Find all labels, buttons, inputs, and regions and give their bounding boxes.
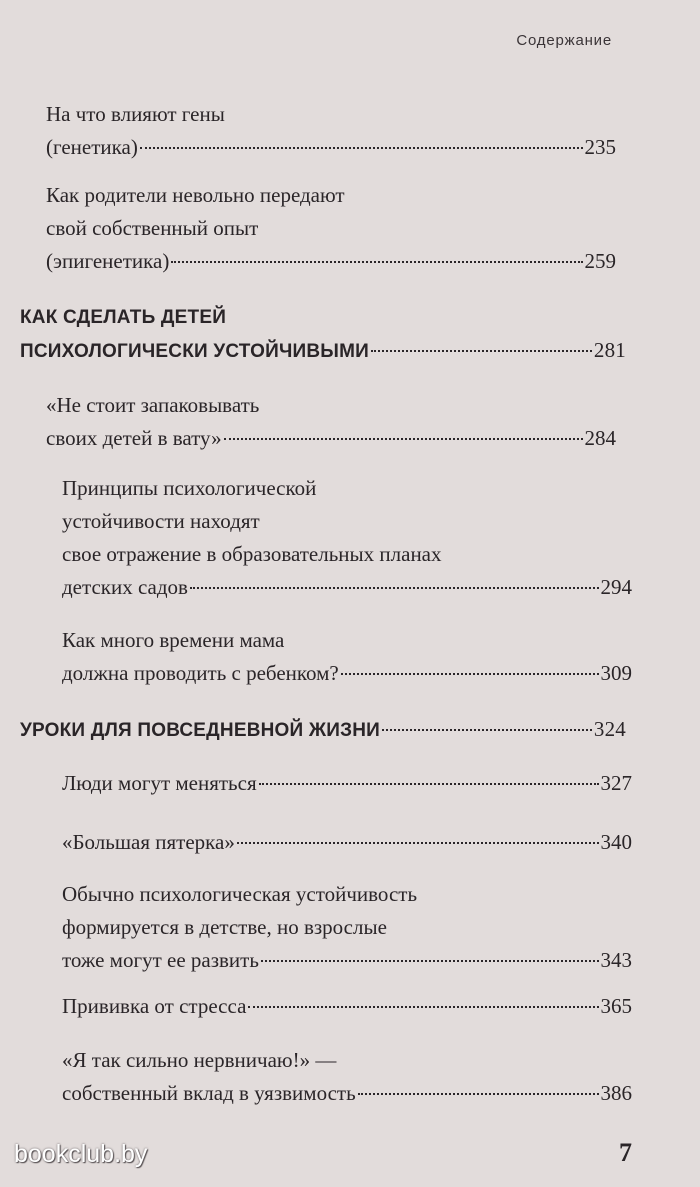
toc-entry-line: устойчивости находят — [62, 509, 260, 533]
toc-entry-title: Прививка от стресса — [62, 994, 247, 1018]
toc-entry-title-end: должна проводить с ребенком? — [62, 661, 339, 685]
toc-entry — [62, 990, 632, 1023]
toc-entry-title-end: собственный вклад в уязвимость — [62, 1081, 356, 1105]
toc-entry — [62, 767, 632, 800]
leader-dots — [190, 586, 599, 589]
toc-page-number: 340 — [600, 830, 632, 854]
toc-page-number: 343 — [600, 948, 632, 972]
toc-chapter-entry — [20, 713, 626, 747]
toc-entry-title: Люди могут меняться — [62, 771, 257, 795]
toc-entry — [46, 179, 616, 278]
leader-dots — [261, 959, 599, 962]
leader-dots — [224, 437, 583, 440]
toc-entry-title: «Большая пятерка» — [62, 830, 235, 854]
toc-entry-title-end: тоже могут ее развить — [62, 948, 259, 972]
toc-page-number: 281 — [593, 338, 626, 362]
toc-entry — [62, 624, 632, 690]
watermark: bookclub.by — [14, 1140, 148, 1168]
leader-dots — [171, 260, 582, 263]
toc-entry-title-end: своих детей в вату» — [46, 426, 222, 450]
leader-dots — [237, 841, 599, 844]
toc-entry-line: Обычно психологическая устойчивость — [62, 882, 418, 906]
toc-entry-line: Как родители невольно передают — [46, 183, 345, 207]
leader-dots — [382, 728, 592, 731]
toc-entry-line: «Не стоит запаковывать — [46, 393, 260, 417]
leader-dots — [358, 1092, 599, 1095]
toc-chapter-title-end: ПСИХОЛОГИЧЕСКИ УСТОЙЧИВЫМИ — [20, 341, 369, 362]
toc-entry — [62, 472, 632, 604]
toc-entry-line: формируется в детстве, но взрослые — [62, 915, 387, 939]
toc-entry — [62, 1044, 632, 1110]
toc-page-number: 259 — [584, 249, 616, 273]
leader-dots — [248, 1005, 598, 1008]
leader-dots — [140, 146, 583, 149]
toc-page-number: 324 — [593, 717, 626, 741]
toc-entry-line: Как много времени мама — [62, 628, 285, 652]
toc-entry-line: свое отражение в образовательных планах — [62, 542, 442, 566]
toc-entry — [62, 878, 632, 977]
toc-page-number: 284 — [584, 426, 616, 450]
toc-entry-title-end: (эпигенетика) — [46, 249, 170, 273]
toc-entry-line: Принципы психологической — [62, 476, 317, 500]
toc-entry — [46, 389, 616, 455]
toc-entry-title-end: детских садов — [62, 575, 188, 599]
running-head: Содержание — [516, 32, 612, 49]
toc-page-number: 235 — [584, 135, 616, 159]
leader-dots — [259, 782, 599, 785]
toc-page-number: 365 — [600, 994, 632, 1018]
toc-entry — [46, 98, 616, 164]
toc-page-number: 294 — [600, 575, 632, 599]
toc-entry-title-end: (генетика) — [46, 135, 138, 159]
toc-entry — [62, 826, 632, 859]
toc-entry-line: На что влияют гены — [46, 102, 225, 126]
toc-chapter-title: УРОКИ ДЛЯ ПОВСЕДНЕВНОЙ ЖИЗНИ — [20, 720, 380, 741]
toc-chapter-line: КАК СДЕЛАТЬ ДЕТЕЙ — [20, 307, 227, 328]
toc-chapter-entry — [20, 301, 626, 368]
toc-entry-line: свой собственный опыт — [46, 216, 259, 240]
toc-page-number: 386 — [600, 1081, 632, 1105]
toc-page-number: 309 — [600, 661, 632, 685]
leader-dots — [341, 672, 599, 675]
leader-dots — [371, 349, 592, 352]
toc-entry-line: «Я так сильно нервничаю!» — — [62, 1048, 337, 1072]
page-number: 7 — [619, 1138, 632, 1167]
toc-page-number: 327 — [600, 771, 632, 795]
